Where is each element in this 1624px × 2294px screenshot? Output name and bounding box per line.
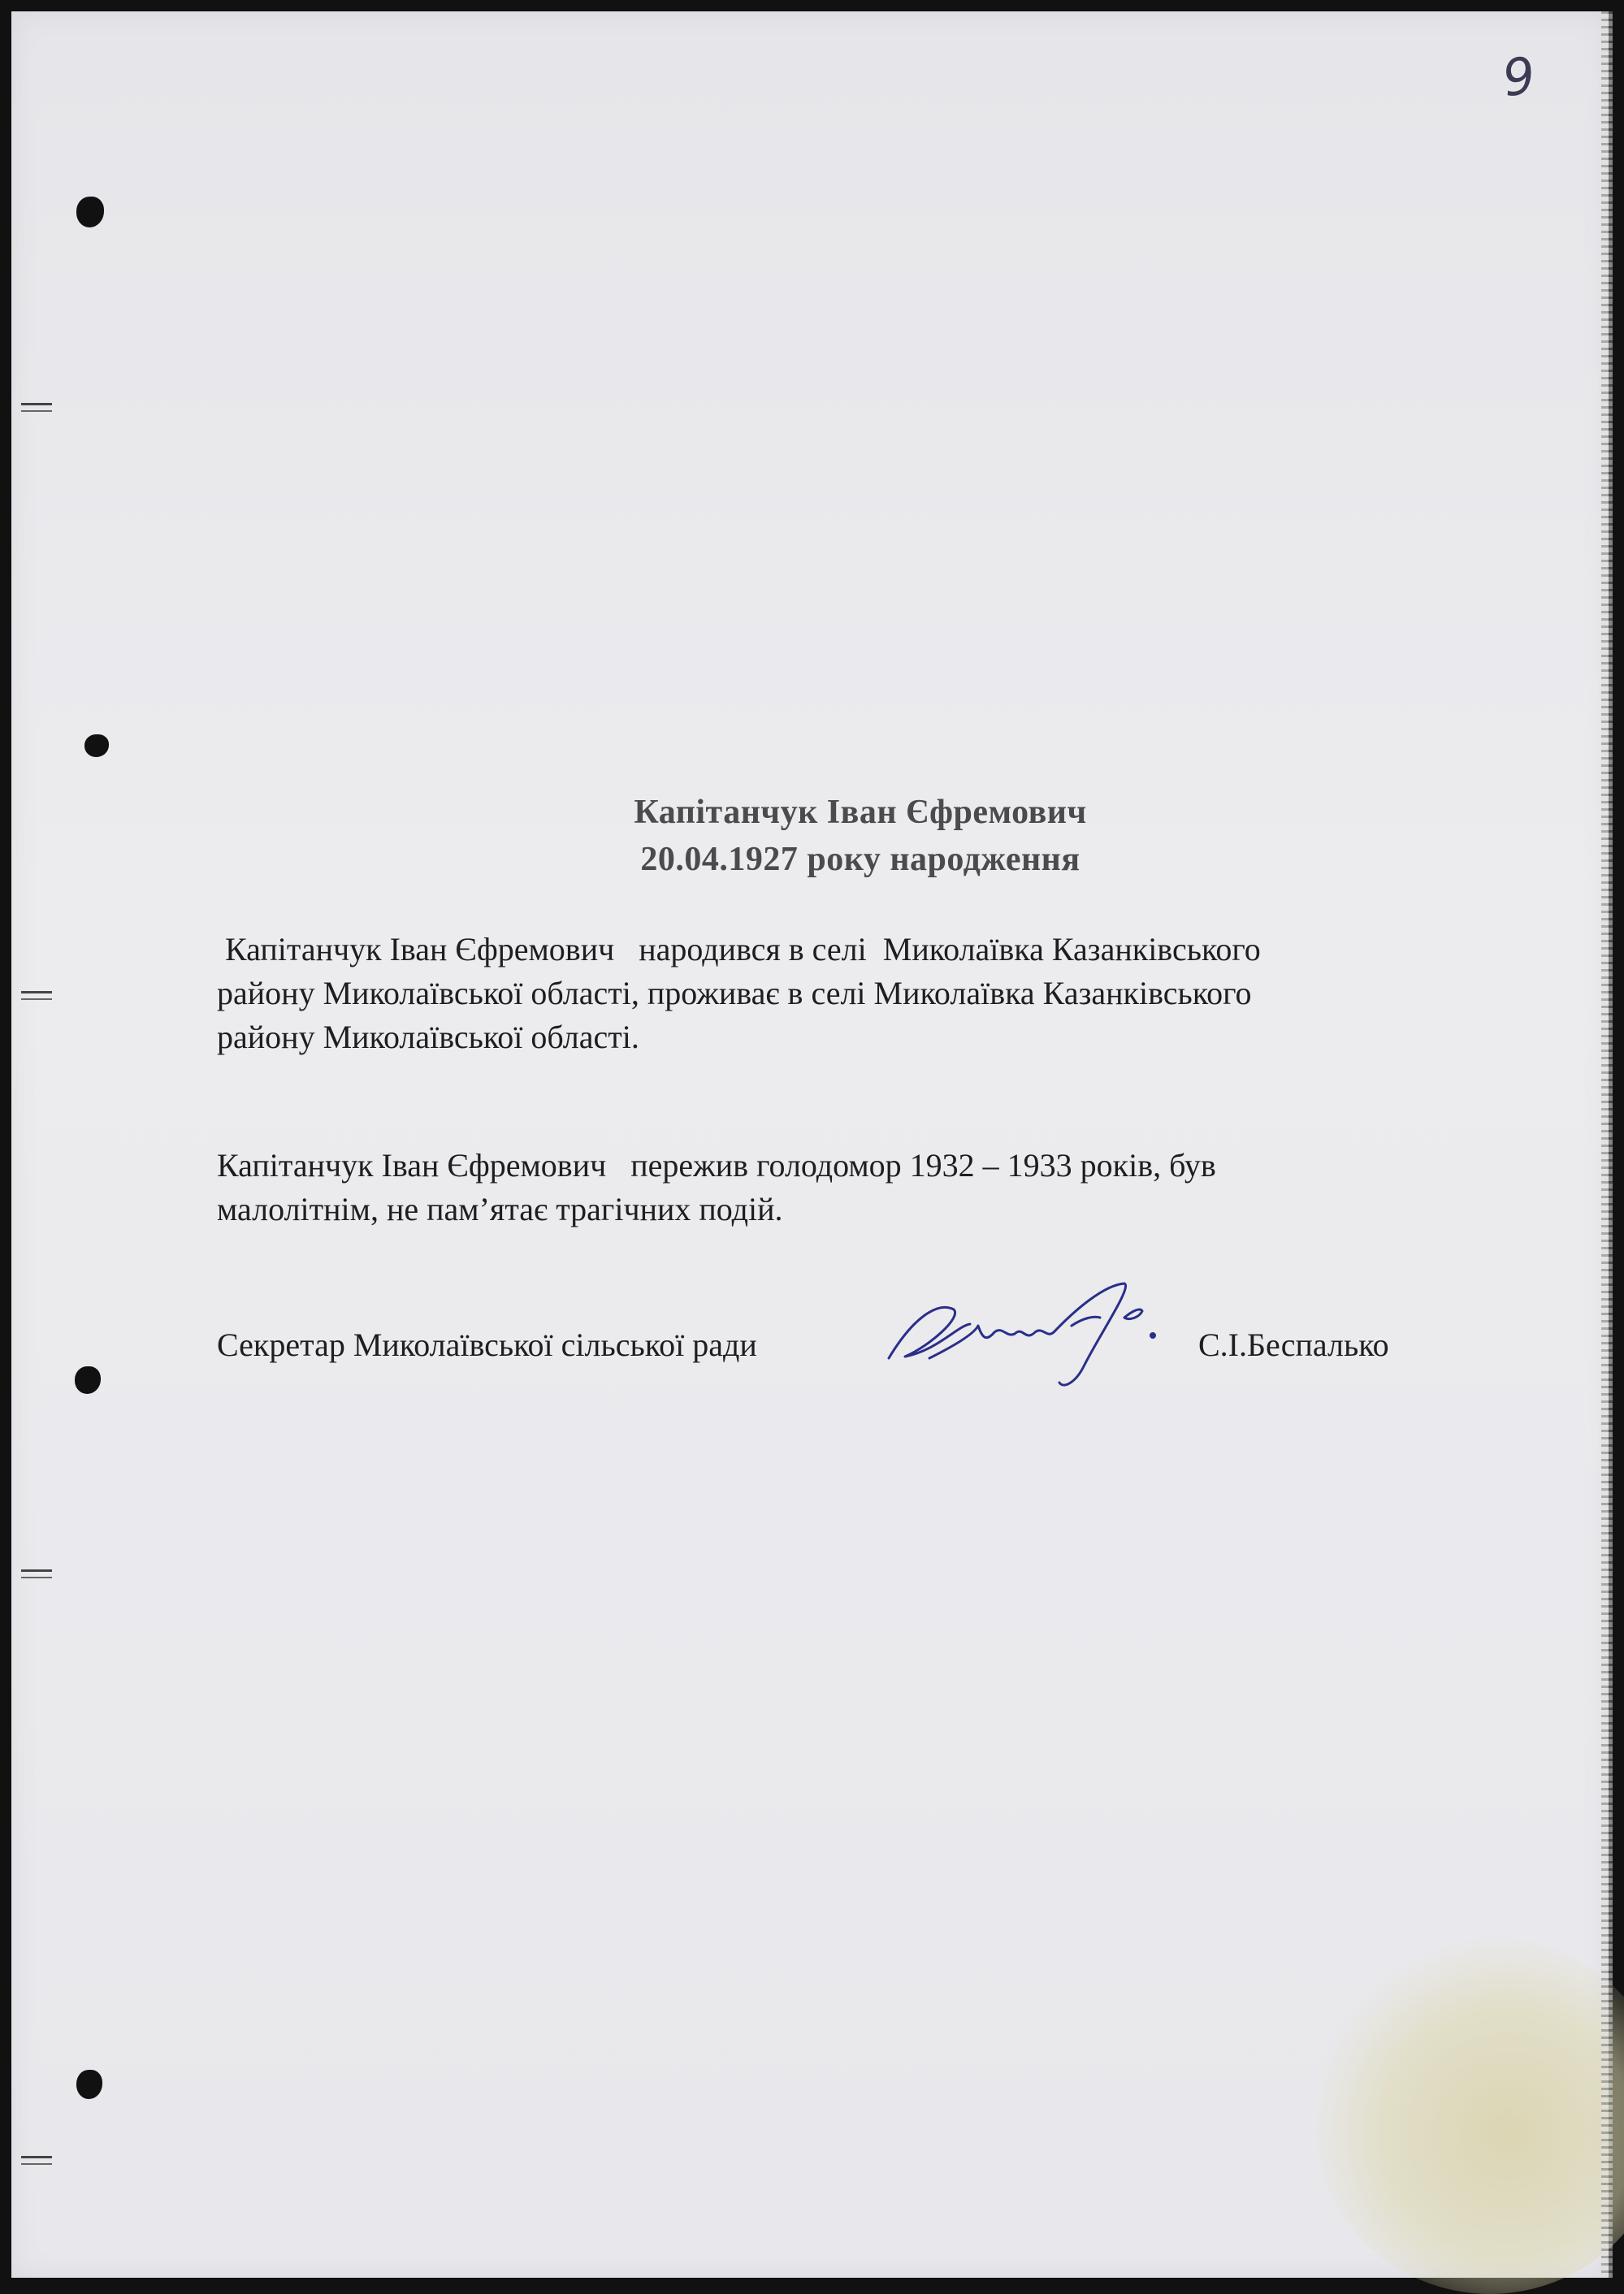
binding-hole-1 [76,197,104,227]
binding-hole-4 [76,2070,102,2099]
page-number: 9 [1499,45,1540,109]
paragraph-1-line-3: району Миколаївської області. [217,1019,639,1055]
paragraph-2-line-2: малолітнім, не пам’ятає трагічних подій. [217,1191,783,1227]
paragraph-1-line-2: району Миколаївської області, проживає в селі Миколаївка Казанківського [217,975,1252,1011]
paragraph-2-line-1: Капітанчук Іван Єфремович пережив голодомор 1932 – 1933 років, був [217,1147,1216,1184]
paper-stain [1311,1937,1624,2294]
binding-hole-3 [75,1366,101,1394]
edge-mark [21,2156,52,2165]
paragraph-1-line-1: Капітанчук Іван Єфремович народився в селі Миколаївка Казанківського [217,931,1261,967]
document-page [11,11,1609,2278]
signatory-position: Секретар Миколаївської сільської ради [217,1327,757,1363]
handwritten-signature [881,1269,1173,1391]
signer-name: С.І.Беспалько [1198,1327,1389,1363]
binding-hole-2 [84,734,109,757]
birth-date-heading: 20.04.1927 року народження [640,841,1081,878]
edge-mark [21,403,52,412]
person-name-heading: Капітанчук Іван Єфремович [634,794,1087,831]
edge-mark [21,1569,52,1578]
scanned-page-edge [1601,11,1613,2278]
edge-mark [21,991,52,1000]
